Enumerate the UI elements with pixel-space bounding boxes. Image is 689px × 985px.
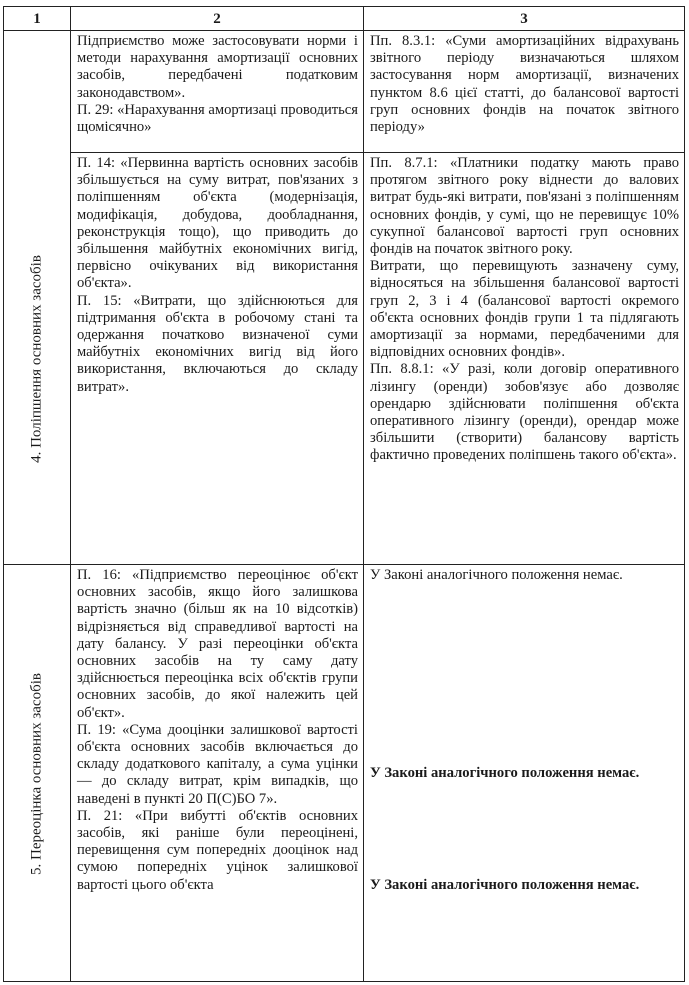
standard-paragraph: П. 16: «Підприємство переоцінює об'єкт основних засобів, якщо його залишкова вартість значно (більш як на 10 відсотків) відрізняється від справедливої вартості на дату балансу. У разі переоцінки об'єкта основних засобів на ту саму дату здійснюється переоцінка всіх об'єктів групи основних засобів, до якої належить цей об'єкт». [77,567,358,721]
row-label-improvement: 4. Поліпшення основних засобів [28,254,45,463]
standard-paragraph: Підприємство може застосовувати норми і методи нарахування амортизації основних засобів, передбачені податковим законодавством». [77,33,358,101]
law-note-block [364,565,684,625]
law-note-block [364,875,684,935]
continuation-standard-cell [71,31,363,153]
header-col-2: 2 [71,7,364,30]
law-paragraph: Витрати, що перевищують зазначену суму, відносяться на збільшення балансової вартості груп 2, 3 і 4 (балансової вартості окремого об'єкта основних фондів групи 1 та підлягають амортизації за нормами, передбаченими для відповідних основних фондів». [370,258,679,361]
improvement-standard-cell [71,153,363,564]
table-row-improvement [4,31,684,565]
law-text-cell [364,565,684,982]
table-row-revaluation [4,565,684,982]
law-note: У Законі аналогічного положення немає. [370,877,640,893]
law-text-cell [364,31,684,564]
law-paragraph: Пп. 8.7.1: «Платники податку мають право протягом звітного року віднести до валових витрат будь-які витрати, пов'язані з поліпшенням основних фондів, у сумі, що не перевищує 10% сукупної балансової вартості груп основних фондів на початок звітного року. [370,155,679,258]
standard-text-cell [71,31,364,564]
improvement-label-cell [4,153,70,564]
law-note: У Законі аналогічного положення немає. [370,567,623,583]
standard-paragraph: П. 14: «Первинна вартість основних засобів збільшується на суму витрат, пов'язаних з поліпшенням об'єкта (модернізація, модифікація, добудова, дообладнання, реконструкція тощо), що приводить до збільшення майбутніх економічних вигід, первісно очікуваних від використання об'єкта». [77,155,358,292]
improvement-law-cell [364,153,684,564]
header-col-3: 3 [520,11,528,27]
standard-paragraph: П. 19: «Сума дооцінки залишкової вартості об'єкта основних засобів включається до складу додаткового капіталу, а сума уцінки — до складу витрат, крім випадків, що наведені в пункті 20 П(С)БО 7». [77,721,358,807]
law-note-block [364,763,684,823]
header-col-1: 1 [4,7,71,30]
comparison-table [3,6,685,982]
standard-paragraph: П. 15: «Витрати, що здійснюються для підтримання об'єкта в робочому стані та одержання початково визначеної суми майбутніх економічних вигід від його використання, включаються до складу витрат». [77,292,358,395]
standard-text-cell [71,565,364,982]
law-paragraph: Пп. 8.8.1: «У разі, коли договір оперативного лізингу (оренди) зобов'язує або дозволяє орендарю здійснювати поліпшення об'єкта оперативного лізингу (оренди), орендар може збільшити (створити) балансову вартість фактично проведених поліпшень такого об'єкта». [370,361,679,464]
standard-paragraph: П. 21: «При вибутті об'єктів основних засобів, які раніше були переоцінені, перевищення сум попередніх дооцінок над сумою попередніх уцінок залишкової вартості цього об'єкта [77,807,358,893]
standard-paragraph: П. 29: «Нарахування амортизаці проводиться щомісячно» [77,101,359,136]
continuation-law-cell [364,31,684,153]
row-label-cell [4,565,71,982]
row-label-cell [4,31,71,564]
table-header-row [4,7,684,31]
row-label-revaluation: 5. Переоцінка основних засобів [28,673,45,875]
law-note: У Законі аналогічного положення немає. [370,765,640,781]
continuation-label-cell [4,31,70,153]
law-paragraph: Пп. 8.3.1: «Суми амортизаційних відрахувань звітного періоду визначаються шляхом застосування норм амортизації, визначених пунктом 8.6 цієї статті, до балансової вартості груп основних фондів на початок звітного періоду» [370,33,679,136]
